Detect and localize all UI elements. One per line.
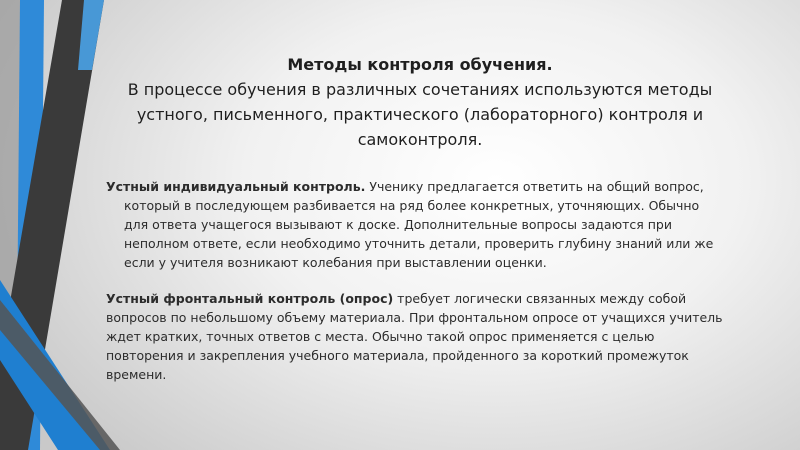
- paragraph-oral-individual-text: Ученику предлагается ответить на общий вопрос, который в последующем разбивается на ряд более конкретных, уточняющих. Обычно для ответа учащегося вызывают к доске. Дополнительные вопросы задаются при неполном ответе, если необходимо уточнить детали, проверить глубину знаний или же если у учителя возникают колебания при выставлении оценки.: [124, 179, 714, 270]
- slide-title-text: В процессе обучения в различных сочетаниях используются методы устного, письменного, практического (лабораторного) контроля и самоконтроля.: [127, 80, 713, 149]
- paragraph-oral-frontal-text: требует логически связанных между собой вопросов по небольшому объему материала. При фронтальном опросе от учащихся учитель ждет кратких, точных ответов с места. Обычно такой опрос применяется с целью повторения и закрепления учебного материала, пройденного за короткий промежуток времени.: [106, 291, 723, 382]
- paragraph-oral-individual-lead: Устный индивидуальный контроль.: [106, 179, 366, 194]
- paragraph-oral-individual: [106, 177, 726, 272]
- paragraph-oral-frontal-lead: Устный фронтальный контроль (опрос): [106, 291, 394, 306]
- slide-title-bold: Методы контроля обучения.: [287, 55, 553, 74]
- slide-title: [100, 52, 740, 152]
- paragraph-oral-frontal: [106, 289, 726, 384]
